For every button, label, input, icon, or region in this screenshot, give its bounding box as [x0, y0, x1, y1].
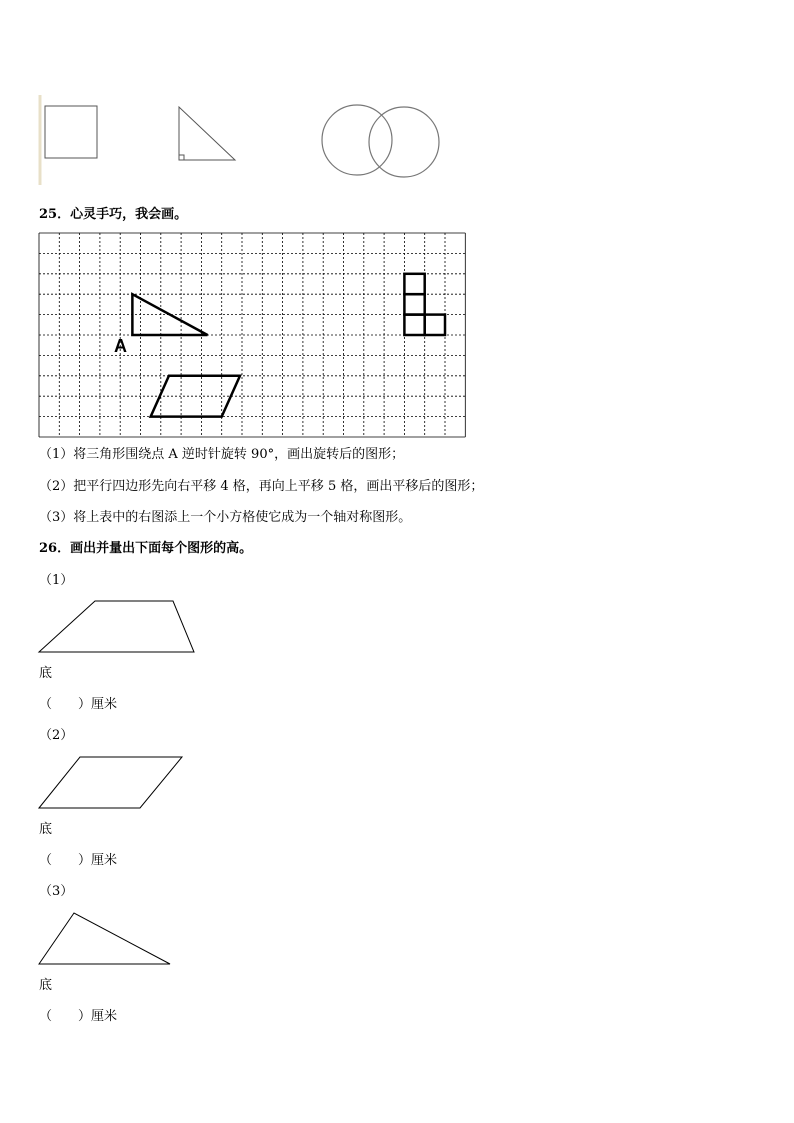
q26-part2-label: （2）: [39, 728, 74, 743]
q25-title: 25．心灵手巧，我会画。: [39, 207, 188, 222]
q26-part1-label: （1）: [39, 573, 74, 588]
q26-part1-base: 底: [39, 666, 53, 681]
q26-part2-base: 底: [39, 822, 53, 837]
answer-unit: ）厘米: [78, 853, 118, 868]
answer-open-paren: （: [39, 697, 53, 712]
q25-item-2: （2）把平行四边形先向右平移 4 格，再向上平移 5 格，画出平移后的图形；: [39, 479, 484, 494]
answer-unit: ）厘米: [78, 1009, 118, 1024]
answer-unit: ）厘米: [78, 697, 118, 712]
q25-item-1: （1）将三角形围绕点 A 逆时针旋转 90°，画出旋转后的图形；: [39, 447, 405, 462]
q26-part3-base: 底: [39, 978, 53, 993]
q26-part3-answer[interactable]: [39, 1009, 117, 1025]
q25-item-3: （3）将上表中的右图添上一个小方格使它成为一个轴对称图形。: [39, 510, 412, 525]
point-a-label: A: [114, 336, 127, 356]
q26-title: 26．画出并量出下面每个图形的高。: [39, 541, 253, 556]
answer-open-paren: （: [39, 853, 53, 868]
answer-open-paren: （: [39, 1009, 53, 1024]
q26-part3-label: （3）: [39, 884, 74, 899]
